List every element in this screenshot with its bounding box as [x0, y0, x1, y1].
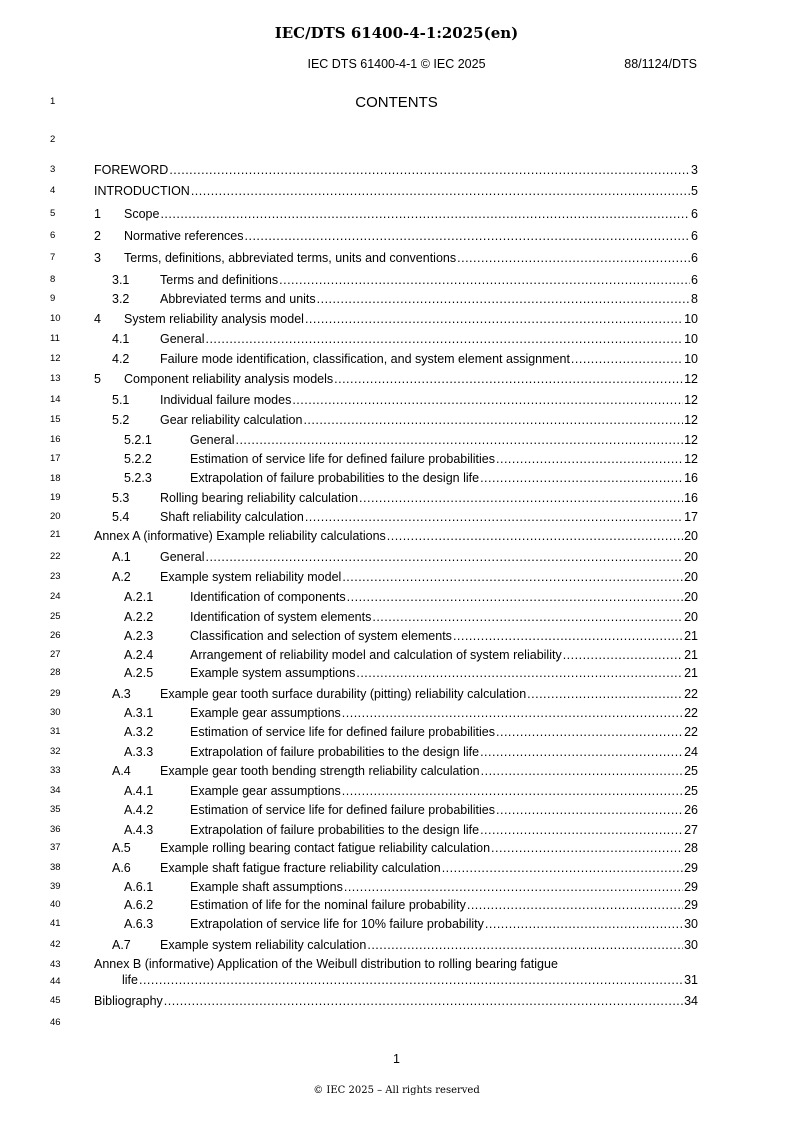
toc-entry[interactable]: [124, 705, 698, 721]
toc-leader: [205, 549, 683, 565]
toc-entry[interactable]: [124, 432, 698, 448]
toc-leader: [347, 589, 683, 605]
toc-entry[interactable]: [112, 549, 698, 565]
toc-title: Gear reliability calculation: [160, 413, 303, 427]
toc-leader: [317, 291, 690, 307]
toc-page: 22: [684, 725, 698, 739]
toc-number: A.5: [112, 841, 131, 855]
toc-number: 2: [94, 229, 101, 243]
header-copyright: IEC DTS 61400-4-1 © IEC 2025: [307, 57, 486, 71]
line-number: 24: [50, 591, 61, 602]
toc-entry[interactable]: [124, 897, 698, 913]
line-number: 5: [50, 208, 56, 219]
toc-entry[interactable]: [112, 763, 698, 779]
toc-leader: [480, 470, 683, 486]
toc-leader: [342, 783, 683, 799]
line-number: 32: [50, 746, 61, 757]
toc-title: Example gear tooth surface durability (pitting) reliability calculation: [160, 687, 527, 701]
toc-title: Annex A (informative) Example reliability calculations: [94, 529, 386, 543]
toc-leader: [305, 509, 683, 525]
line-number: 41: [50, 918, 61, 929]
toc-number: 5.2.2: [124, 452, 152, 466]
line-number: 34: [50, 785, 61, 796]
toc-page: 16: [684, 491, 698, 505]
toc-leader: [342, 569, 683, 585]
toc-title: Example shaft fatigue fracture reliability calculation: [160, 861, 441, 875]
toc-leader: [139, 972, 683, 988]
toc-number: 5.4: [112, 510, 130, 524]
line-number: 19: [50, 492, 61, 503]
toc-number: A.3.2: [124, 725, 154, 739]
toc-page: 31: [684, 973, 698, 987]
toc-leader: [491, 840, 683, 856]
toc-page: 26: [684, 803, 698, 817]
toc-page: 27: [684, 823, 698, 837]
line-number: 22: [50, 551, 61, 562]
toc-entry-annex-b-line1[interactable]: Annex B (informative) Application of the Weibull distribution to rolling bearing fatigue: [94, 957, 558, 971]
line-number: 35: [50, 804, 61, 815]
toc-page: 21: [684, 648, 698, 662]
toc-leader: [496, 802, 683, 818]
toc-entry[interactable]: [112, 412, 698, 428]
toc-number: A.2.3: [124, 629, 154, 643]
toc-page: 8: [691, 292, 698, 306]
footer-copyright: © IEC 2025 – All rights reserved: [313, 1085, 480, 1096]
toc-page: 20: [684, 610, 698, 624]
toc-number: 4: [94, 312, 101, 326]
toc-title: Arrangement of reliability model and calculation of system reliability: [190, 648, 562, 662]
line-number: 13: [50, 373, 61, 384]
toc-entry[interactable]: [112, 291, 698, 307]
toc-entry-annex-b[interactable]: [94, 972, 698, 988]
contents-title: CONTENTS: [355, 94, 438, 111]
toc-title: Estimation of life for the nominal failure probability: [190, 898, 466, 912]
toc-entry[interactable]: [112, 392, 698, 408]
toc-title: Extrapolation of failure probabilities to the design life: [190, 823, 480, 837]
toc-title: Component reliability analysis models: [124, 372, 334, 386]
toc-page: 20: [684, 529, 698, 543]
line-number: 18: [50, 473, 61, 484]
toc-entry[interactable]: [124, 451, 698, 467]
toc-title: life: [122, 973, 138, 987]
toc-leader: [359, 490, 683, 506]
line-number: 11: [50, 333, 60, 344]
toc-leader: [169, 162, 690, 178]
line-number: 40: [50, 899, 61, 910]
toc-page: 22: [684, 687, 698, 701]
toc-entry[interactable]: [94, 228, 698, 244]
toc-entry[interactable]: [94, 250, 698, 266]
toc-leader: [205, 331, 683, 347]
line-number: 27: [50, 649, 61, 660]
toc-leader: [467, 897, 683, 913]
toc-entry[interactable]: [94, 162, 698, 178]
toc-leader: [563, 647, 683, 663]
toc-entry[interactable]: [124, 744, 698, 760]
line-number: 45: [50, 995, 61, 1006]
line-number: 30: [50, 707, 61, 718]
line-number: 1: [50, 96, 56, 107]
line-number: 46: [50, 1017, 61, 1028]
toc-number: 5.2: [112, 413, 130, 427]
toc-leader: [344, 879, 683, 895]
toc-page: 6: [691, 251, 698, 265]
toc-page: 34: [684, 994, 698, 1008]
line-number: 6: [50, 230, 56, 241]
toc-number: A.6: [112, 861, 131, 875]
toc-entry[interactable]: [124, 628, 698, 644]
toc-title: Estimation of service life for defined failure probabilities: [190, 725, 496, 739]
toc-title: INTRODUCTION: [94, 184, 190, 198]
toc-entry[interactable]: [112, 272, 698, 288]
toc-entry[interactable]: [94, 528, 698, 544]
toc-leader: [292, 392, 683, 408]
toc-page: 5: [691, 184, 698, 198]
line-number: 29: [50, 688, 61, 699]
toc-entry[interactable]: [112, 937, 698, 953]
toc-title: Example rolling bearing contact fatigue reliability calculation: [160, 841, 491, 855]
page-number: 1: [393, 1052, 400, 1066]
toc-page: 30: [684, 917, 698, 931]
toc-title: General: [190, 433, 235, 447]
line-number: 26: [50, 630, 61, 641]
line-number: 7: [50, 252, 56, 263]
toc-entry[interactable]: [124, 470, 698, 486]
toc-entry-bibliography[interactable]: [94, 993, 698, 1009]
toc-title: Estimation of service life for defined failure probabilities: [190, 452, 496, 466]
toc-page: 22: [684, 706, 698, 720]
toc-title: Normative references: [124, 229, 244, 243]
toc-leader: [480, 822, 683, 838]
toc-entry[interactable]: [94, 206, 698, 222]
toc-page: 6: [691, 207, 698, 221]
toc-title: Extrapolation of failure probabilities to the design life: [190, 745, 480, 759]
toc-leader: [334, 371, 683, 387]
toc-number: 5: [94, 372, 101, 386]
toc-title: Example system reliability model: [160, 570, 342, 584]
line-number: 28: [50, 667, 61, 678]
line-number: 17: [50, 453, 61, 464]
toc-leader: [235, 432, 683, 448]
toc-title: Example system reliability calculation: [160, 938, 367, 952]
toc-leader: [480, 744, 683, 760]
toc-leader: [372, 609, 683, 625]
line-number: 9: [50, 293, 56, 304]
toc-number: 5.3: [112, 491, 130, 505]
line-number: 37: [50, 842, 61, 853]
toc-title: Individual failure modes: [160, 393, 292, 407]
line-number: 12: [50, 353, 61, 364]
line-number: 42: [50, 939, 61, 950]
toc-page: 12: [684, 413, 698, 427]
toc-page: 28: [684, 841, 698, 855]
line-number: 20: [50, 511, 61, 522]
toc-number: A.2.4: [124, 648, 154, 662]
toc-page: 12: [684, 372, 698, 386]
toc-entry[interactable]: [94, 371, 698, 387]
toc-leader: [164, 993, 683, 1009]
toc-page: 6: [691, 229, 698, 243]
toc-page: 10: [684, 312, 698, 326]
toc-page: 21: [684, 666, 698, 680]
toc-title: Shaft reliability calculation: [160, 510, 304, 524]
toc-number: A.2.5: [124, 666, 154, 680]
toc-title: Identification of system elements: [190, 610, 372, 624]
toc-page: 21: [684, 629, 698, 643]
toc-title: Rolling bearing reliability calculation: [160, 491, 359, 505]
toc-leader: [160, 206, 690, 222]
toc-title: Terms and definitions: [160, 273, 279, 287]
toc-entry[interactable]: [124, 783, 698, 799]
toc-leader: [496, 451, 683, 467]
line-number: 15: [50, 414, 61, 425]
toc-entry[interactable]: [124, 647, 698, 663]
toc-page: 12: [684, 452, 698, 466]
line-number: 25: [50, 611, 61, 622]
toc-page: 30: [684, 938, 698, 952]
toc-number: A.4.3: [124, 823, 154, 837]
toc-title: Terms, definitions, abbreviated terms, units and conventions: [124, 251, 457, 265]
toc-title: Estimation of service life for defined failure probabilities: [190, 803, 496, 817]
toc-leader: [485, 916, 683, 932]
toc-page: 17: [684, 510, 698, 524]
toc-number: A.4.1: [124, 784, 154, 798]
toc-title: General: [160, 332, 205, 346]
toc-entry[interactable]: [124, 589, 698, 605]
toc-page: 12: [684, 433, 698, 447]
toc-number: A.3: [112, 687, 131, 701]
toc-title: General: [160, 550, 205, 564]
toc-number: 5.1: [112, 393, 130, 407]
line-number: 10: [50, 313, 61, 324]
line-number: 14: [50, 394, 61, 405]
toc-title: Extrapolation of service life for 10% failure probability: [190, 917, 484, 931]
toc-entry[interactable]: [124, 916, 698, 932]
toc-entry[interactable]: [124, 665, 698, 681]
toc-number: 3.1: [112, 273, 130, 287]
toc-entry[interactable]: [94, 311, 698, 327]
toc-number: A.7: [112, 938, 131, 952]
line-number: 8: [50, 274, 56, 285]
toc-entry[interactable]: [124, 879, 698, 895]
line-number: 36: [50, 824, 61, 835]
line-number: 2: [50, 134, 56, 145]
document-id: IEC/DTS 61400-4-1:2025(en): [274, 24, 519, 42]
toc-leader: [191, 183, 690, 199]
toc-number: A.4: [112, 764, 131, 778]
line-number: 33: [50, 765, 61, 776]
line-number: 3: [50, 164, 56, 175]
toc-entry[interactable]: [124, 609, 698, 625]
toc-entry[interactable]: [112, 860, 698, 876]
line-number: 31: [50, 726, 61, 737]
toc-number: 3.2: [112, 292, 130, 306]
toc-entry[interactable]: [124, 822, 698, 838]
toc-page: 12: [684, 393, 698, 407]
toc-page: 29: [684, 898, 698, 912]
toc-page: 25: [684, 784, 698, 798]
toc-number: 3: [94, 251, 101, 265]
line-number: 44: [50, 976, 61, 987]
toc-number: 1: [94, 207, 101, 221]
toc-entry[interactable]: [124, 724, 698, 740]
toc-number: A.6.2: [124, 898, 154, 912]
toc-title: Example system assumptions: [190, 666, 356, 680]
toc-page: 20: [684, 550, 698, 564]
toc-leader: [305, 311, 683, 327]
toc-number: A.6.3: [124, 917, 154, 931]
toc-title: System reliability analysis model: [124, 312, 304, 326]
toc-number: 5.2.3: [124, 471, 152, 485]
toc-leader: [303, 412, 683, 428]
toc-number: A.6.1: [124, 880, 154, 894]
toc-number: 4.1: [112, 332, 130, 346]
line-number: 21: [50, 529, 61, 540]
toc-leader: [245, 228, 691, 244]
toc-page: 29: [684, 880, 698, 894]
toc-title: Extrapolation of failure probabilities to the design life: [190, 471, 480, 485]
toc-leader: [279, 272, 690, 288]
toc-number: A.2.1: [124, 590, 154, 604]
toc-leader: [442, 860, 683, 876]
toc-leader: [367, 937, 683, 953]
toc-title: Example gear assumptions: [190, 706, 341, 720]
toc-leader: [342, 705, 683, 721]
toc-page: 24: [684, 745, 698, 759]
header-reference: 88/1124/DTS: [624, 57, 697, 71]
toc-number: A.1: [112, 550, 131, 564]
toc-page: 3: [691, 163, 698, 177]
toc-leader: [387, 528, 683, 544]
toc-title: Classification and selection of system elements: [190, 629, 452, 643]
toc-entry[interactable]: [94, 183, 698, 199]
toc-title: Failure mode identification, classification, and system element assignment: [160, 352, 570, 366]
toc-title: Scope: [124, 207, 160, 221]
line-number: 4: [50, 185, 56, 196]
line-number: 38: [50, 862, 61, 873]
toc-title: Bibliography: [94, 994, 163, 1008]
line-number: 23: [50, 571, 61, 582]
toc-leader: [496, 724, 683, 740]
toc-number: A.2.2: [124, 610, 154, 624]
toc-page: 29: [684, 861, 698, 875]
line-number: 16: [50, 434, 61, 445]
toc-number: 5.2.1: [124, 433, 152, 447]
toc-leader: [356, 665, 683, 681]
toc-title: Example gear assumptions: [190, 784, 341, 798]
toc-entry[interactable]: [112, 686, 698, 702]
toc-number: A.3.1: [124, 706, 154, 720]
toc-entry[interactable]: [124, 802, 698, 818]
toc-entry[interactable]: [112, 509, 698, 525]
toc-leader: [481, 763, 683, 779]
toc-page: 10: [684, 332, 698, 346]
toc-page: 6: [691, 273, 698, 287]
toc-title: FOREWORD: [94, 163, 169, 177]
toc-number: 4.2: [112, 352, 130, 366]
toc-leader: [527, 686, 683, 702]
toc-number: A.4.2: [124, 803, 154, 817]
toc-leader: [453, 628, 683, 644]
toc-page: 20: [684, 570, 698, 584]
toc-title: Identification of components: [190, 590, 346, 604]
toc-entry[interactable]: [112, 490, 698, 506]
toc-page: 16: [684, 471, 698, 485]
toc-page: 10: [684, 352, 698, 366]
toc-title: Example gear tooth bending strength reliability calculation: [160, 764, 480, 778]
toc-page: 20: [684, 590, 698, 604]
line-number: 39: [50, 881, 61, 892]
toc-number: A.3.3: [124, 745, 154, 759]
toc-title: Example shaft assumptions: [190, 880, 343, 894]
line-number: 43: [50, 959, 61, 970]
toc-number: A.2: [112, 570, 131, 584]
toc-entry[interactable]: [112, 351, 698, 367]
toc-leader: [457, 250, 690, 266]
toc-entry[interactable]: [112, 569, 698, 585]
toc-page: 25: [684, 764, 698, 778]
toc-entry[interactable]: [112, 840, 698, 856]
toc-title: Abbreviated terms and units: [160, 292, 316, 306]
toc-entry[interactable]: [112, 331, 698, 347]
toc-leader: [571, 351, 683, 367]
